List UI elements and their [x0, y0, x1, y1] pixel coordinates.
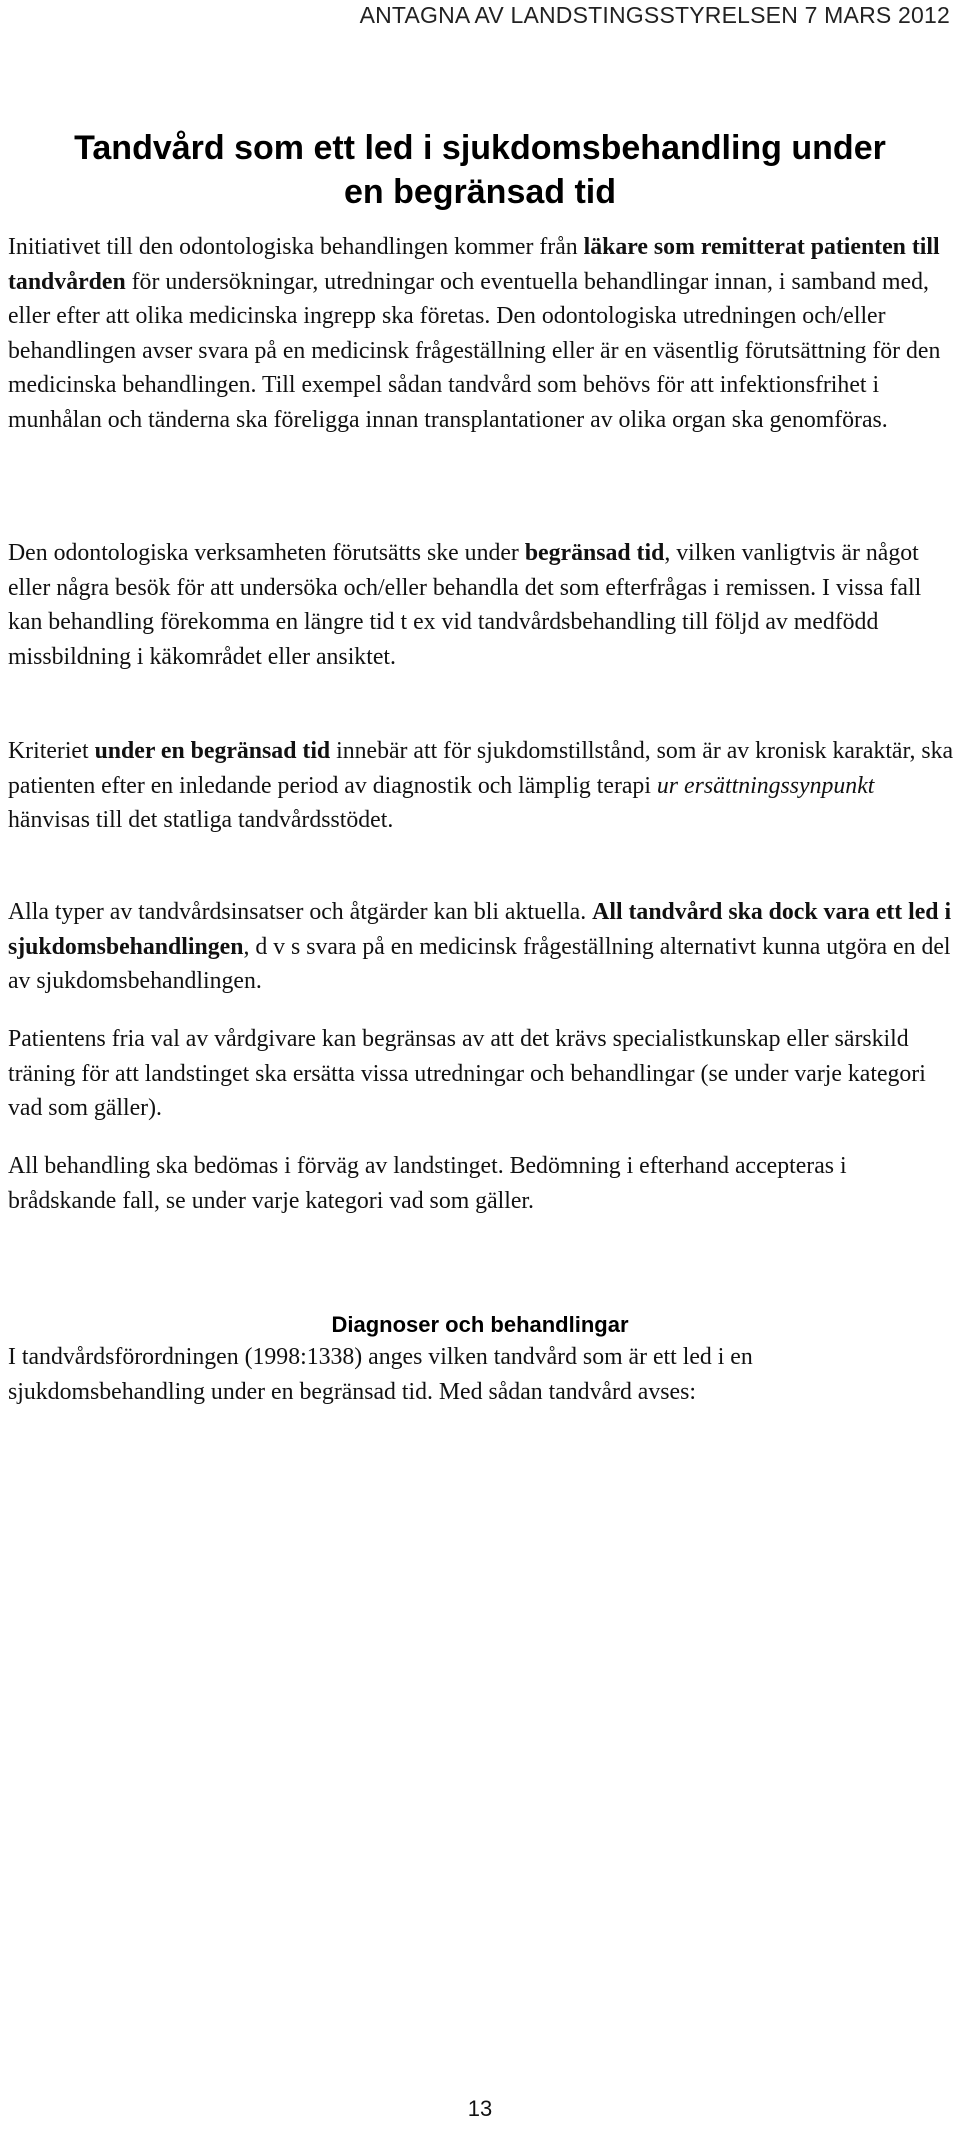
paragraph-initiative: [8, 230, 954, 438]
bold-text-run: begränsad tid: [524, 540, 665, 566]
paragraph-all-types: [8, 895, 954, 999]
bold-text-run: under en begränsad tid: [94, 738, 331, 764]
page-title-line-2: en begränsad tid: [343, 173, 617, 211]
text-run: Initiativet till den odontologiska behandlingen kommer från: [8, 234, 584, 260]
text-run: för undersökningar, utredningar och eventuella behandlingar innan, i samband med, eller efter att olika medicinska ingrepp ska företas. Den odontologiska utredningen och/eller behandlingen avser svara på en medicinsk frågeställning eller är en väsentlig förutsättning för den medicinska behandlingen. Till exempel sådan tandvård som behövs för att infektionsfrihet i munhålan och tänderna ska föreligga innan transplantationer av olika organ ska genomföras.: [8, 268, 941, 433]
page-number: 13: [467, 2096, 493, 2121]
text-run: , d v s svara på en medicinsk frågeställning alternativt kunna utgöra en del av sjukdomsbehandlingen.: [8, 933, 951, 995]
paragraph-free-choice: Patientens fria val av vårdgivare kan begränsas av att det krävs specialistkunskap eller särskild träning för att landstinget ska ersätta vissa utredningar och behandlingar (se under varje kategori vad som gäller).: [8, 1026, 926, 1122]
text-run: Kriteriet: [8, 738, 95, 764]
italic-text-run: ur ersättningssynpunkt: [656, 772, 875, 799]
text-run: , vilken vanligtvis är något eller några besök för att undersöka och/eller behandla det som efterfrågas i remissen. I vissa fall kan behandling förekomma en längre tid t ex vid tandvårdsbehandling till följd av medfödd missbildning i käkområdet eller ansiktet.: [8, 540, 922, 670]
paragraph-limited-time: [8, 536, 954, 674]
bold-text-run: All tandvård ska dock vara ett led i sjukdomsbehandlingen: [8, 899, 952, 960]
text-run: innebär att för sjukdomstillstånd, som är av kronisk karaktär, ska patienten efter en inledande period av diagnostik och lämplig terapi: [8, 738, 954, 799]
page-title-line-1: Tandvård som ett led i sjukdomsbehandling under: [74, 129, 886, 167]
paragraph-regulation: I tandvårdsförordningen (1998:1338) anges vilken tandvård som är ett led i en sjukdomsbehandling under en begränsad tid. Med sådan tandvård avses:: [8, 1344, 753, 1405]
running-header: ANTAGNA AV LANDSTINGSSTYRELSEN 7 MARS 2012: [359, 2, 950, 28]
text-run: Den odontologiska verksamheten förutsätts ske under: [8, 540, 525, 566]
paragraph-criterion: [8, 734, 954, 838]
text-run: Alla typer av tandvårdsinsatser och åtgärder kan bli aktuella.: [8, 899, 593, 925]
section-heading: Diagnoser och behandlingar: [331, 1312, 629, 1337]
page-title: [0, 126, 960, 214]
text-run: hänvisas till det statliga tandvårdsstödet.: [8, 807, 394, 834]
paragraph-assessment: All behandling ska bedömas i förväg av landstinget. Bedömning i efterhand accepteras i brådskande fall, se under varje kategori vad som gäller.: [8, 1153, 847, 1214]
bold-text-run: läkare som remitterat patienten till tandvården: [8, 234, 940, 295]
